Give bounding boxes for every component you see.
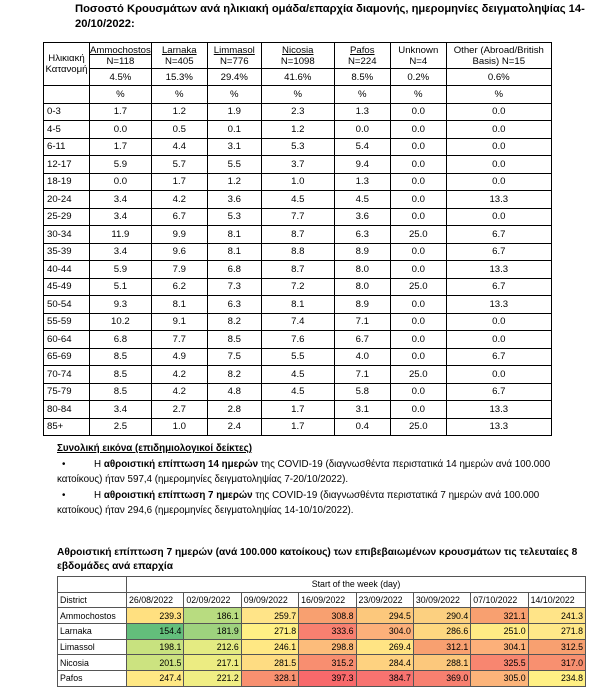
incidence-cell: 221.2: [184, 671, 241, 687]
percentage-cell: 4.5: [261, 191, 334, 209]
age-group-label: 25-29: [44, 208, 90, 226]
percentage-cell: 8.0: [334, 261, 390, 279]
percentage-cell: 8.2: [207, 366, 261, 384]
row-header-cell: [44, 43, 90, 86]
blank-cell: [58, 577, 127, 593]
incidence-cell: 212.6: [184, 639, 241, 655]
district-name: Limassol: [58, 639, 127, 655]
percentage-cell: 1.2: [261, 121, 334, 139]
age-group-label: 12-17: [44, 156, 90, 174]
percentage-cell: 1.7: [90, 103, 152, 121]
percentage-cell: 0.0: [446, 331, 551, 349]
percentage-cell: 25.0: [390, 366, 446, 384]
percentage-cell: 5.5: [261, 348, 334, 366]
incidence-cell: 198.1: [127, 639, 184, 655]
column-count: N=776: [220, 55, 249, 67]
percentage-cell: 0.0: [390, 243, 446, 261]
percentage-cell: 1.7: [261, 418, 334, 436]
table-row: [44, 348, 552, 366]
percentage-cell: 1.0: [151, 418, 207, 436]
age-group-label: 4-5: [44, 121, 90, 139]
table-row: [44, 208, 552, 226]
column-unit: %: [334, 86, 390, 104]
column-share: 4.5%: [90, 69, 152, 86]
district-name: Larnaka: [58, 624, 127, 640]
percentage-cell: 5.3: [207, 208, 261, 226]
share-row: [44, 69, 552, 86]
percentage-cell: 6.7: [334, 331, 390, 349]
percentage-cell: 25.0: [390, 278, 446, 296]
date-header: 07/10/2022: [471, 592, 528, 608]
table-row: [58, 655, 586, 671]
percentage-cell: 4.9: [151, 348, 207, 366]
bullet-pre: Η: [94, 458, 104, 470]
date-header: 16/09/2022: [299, 592, 356, 608]
column-name: Other (Abroad/British: [453, 44, 544, 56]
percentage-cell: 2.8: [207, 401, 261, 419]
incidence-cell: 369.0: [413, 671, 470, 687]
incidence-cell: 321.1: [471, 608, 528, 624]
date-header: 26/08/2022: [127, 592, 184, 608]
percentage-cell: 7.3: [207, 278, 261, 296]
percentage-cell: 4.8: [207, 383, 261, 401]
incidence-cell: 304.1: [471, 639, 528, 655]
age-group-label: 75-79: [44, 383, 90, 401]
incidence-cell: 286.6: [413, 624, 470, 640]
incidence-cell: 315.2: [299, 655, 356, 671]
percentage-cell: 6.7: [151, 208, 207, 226]
column-count: N=1098: [280, 55, 315, 67]
percentage-cell: 8.0: [334, 278, 390, 296]
percentage-cell: 4.2: [151, 366, 207, 384]
bullet-post: της COVID-19 (διαγνωσθέντα περιστατικά 7 ημερών ανά 100.000 κατοίκους) ήταν 294,6 (ημερομηνίες δειγματοληψίας 14-10/10/2022).: [57, 489, 540, 516]
percentage-cell: 0.0: [390, 191, 446, 209]
bullet-icon: •: [62, 458, 66, 470]
percentage-cell: 5.7: [151, 156, 207, 174]
table-row: [44, 103, 552, 121]
percentage-cell: 13.3: [446, 296, 551, 314]
percentage-cell: 2.5: [90, 418, 152, 436]
percentage-cell: 9.4: [334, 156, 390, 174]
column-share: 8.5%: [334, 69, 390, 86]
district-name: Pafos: [58, 671, 127, 687]
district-name: Ammochostos: [58, 608, 127, 624]
column-header: [390, 43, 446, 69]
table-row: [58, 608, 586, 624]
summary-bullet: [57, 488, 582, 519]
percentage-cell: 0.0: [446, 121, 551, 139]
percentage-cell: 6.3: [207, 296, 261, 314]
column-count: N=224: [348, 55, 377, 67]
percentage-cell: 6.2: [151, 278, 207, 296]
age-group-label: 0-3: [44, 103, 90, 121]
percentage-cell: 0.0: [390, 173, 446, 191]
percentage-cell: 0.0: [390, 121, 446, 139]
percentage-cell: 6.7: [446, 278, 551, 296]
column-share: 0.2%: [390, 69, 446, 86]
percentage-cell: 0.0: [390, 261, 446, 279]
percentage-cell: 3.1: [207, 138, 261, 156]
percentage-cell: 0.0: [390, 296, 446, 314]
percentage-cell: 4.5: [261, 366, 334, 384]
page-title: Ποσοστό Κρουσμάτων ανά ηλικιακή ομάδα/επαρχία διαμονής, ημερομηνίες δειγματοληψίας 14-20/10/2022:: [75, 3, 585, 30]
age-group-label: 85+: [44, 418, 90, 436]
percentage-cell: 0.0: [390, 383, 446, 401]
bullet-bold: αθροιστική επίπτωση 7 ημερών: [103, 489, 253, 501]
percentage-cell: 25.0: [390, 418, 446, 436]
percentage-cell: 0.0: [390, 103, 446, 121]
age-group-label: 45-49: [44, 278, 90, 296]
header-row: [44, 43, 552, 69]
summary-section: [57, 441, 582, 519]
percentage-cell: 3.4: [90, 208, 152, 226]
percentage-cell: 8.1: [151, 296, 207, 314]
incidence-cell: 298.8: [299, 639, 356, 655]
incidence-cell: 333.6: [299, 624, 356, 640]
percentage-cell: 8.9: [334, 243, 390, 261]
summary-bullet: [57, 457, 582, 488]
percentage-cell: 8.1: [261, 296, 334, 314]
percentage-cell: 3.4: [90, 401, 152, 419]
column-header: [334, 43, 390, 69]
incidence-cell: 288.1: [413, 655, 470, 671]
age-group-label: 20-24: [44, 191, 90, 209]
incidence-cell: 294.5: [356, 608, 413, 624]
column-name: Ammochostos: [90, 44, 151, 56]
table-row: [44, 313, 552, 331]
row-header-line: Κατανομή: [45, 64, 88, 75]
percentage-cell: 8.1: [207, 226, 261, 244]
percentage-cell: 2.7: [151, 401, 207, 419]
percentage-cell: 1.7: [151, 173, 207, 191]
incidence-cell: 281.5: [241, 655, 298, 671]
percentage-cell: 6.8: [207, 261, 261, 279]
column-count: N=405: [165, 55, 194, 67]
percentage-cell: 7.1: [334, 366, 390, 384]
incidence-cell: 239.3: [127, 608, 184, 624]
date-header: 30/09/2022: [413, 592, 470, 608]
start-row: [58, 577, 586, 593]
table-row: [44, 296, 552, 314]
date-header: 09/09/2022: [241, 592, 298, 608]
percentage-cell: 9.9: [151, 226, 207, 244]
percentage-cell: 6.7: [446, 243, 551, 261]
percentage-cell: 8.8: [261, 243, 334, 261]
incidence-cell: 317.0: [528, 655, 585, 671]
incidence-cell: 241.3: [528, 608, 585, 624]
percentage-cell: 10.2: [90, 313, 152, 331]
percentage-cell: 0.0: [390, 138, 446, 156]
table-row: [44, 243, 552, 261]
incidence-cell: 234.8: [528, 671, 585, 687]
percentage-cell: 1.0: [261, 173, 334, 191]
column-name: Larnaka: [161, 44, 197, 56]
percentage-cell: 7.7: [151, 331, 207, 349]
incidence-cell: 290.4: [413, 608, 470, 624]
table-row: [58, 671, 586, 687]
percentage-cell: 0.0: [390, 401, 446, 419]
percentage-cell: 0.0: [90, 173, 152, 191]
percentage-cell: 0.5: [151, 121, 207, 139]
incidence-cell: 217.1: [184, 655, 241, 671]
percentage-cell: 1.2: [207, 173, 261, 191]
percentage-cell: 0.0: [446, 138, 551, 156]
age-group-label: 18-19: [44, 173, 90, 191]
column-unit: %: [151, 86, 207, 104]
age-group-label: 60-64: [44, 331, 90, 349]
percentage-cell: 9.1: [151, 313, 207, 331]
percentage-cell: 0.0: [446, 208, 551, 226]
percentage-cell: 7.4: [261, 313, 334, 331]
column-name: Limmasol: [213, 44, 255, 56]
percentage-cell: 6.8: [90, 331, 152, 349]
percentage-cell: 25.0: [390, 226, 446, 244]
percentage-cell: 4.5: [334, 191, 390, 209]
table-row: [44, 278, 552, 296]
percentage-cell: 5.9: [90, 261, 152, 279]
percentage-cell: 2.4: [207, 418, 261, 436]
summary-heading: Συνολική εικόνα (επιδημιολογικοί δείκτες): [57, 443, 253, 454]
percentage-cell: 7.9: [151, 261, 207, 279]
bullet-post: της COVID-19 (διαγνωσθέντα περιστατικά 14 ημερών ανά 100.000 κατοίκους) ήταν 597,4 (ημερομηνίες δειγματοληψίας 7-20/10/2022).: [57, 458, 551, 485]
percentage-cell: 8.7: [261, 226, 334, 244]
percentage-cell: 0.1: [207, 121, 261, 139]
percentage-cell: 3.4: [90, 243, 152, 261]
column-share: 0.6%: [446, 69, 551, 86]
table-row: [58, 639, 586, 655]
incidence-cell: 397.3: [299, 671, 356, 687]
percentage-cell: 8.9: [334, 296, 390, 314]
table-row: [44, 401, 552, 419]
percentage-cell: 3.1: [334, 401, 390, 419]
incidence-table: [57, 576, 586, 687]
percentage-cell: 0.0: [390, 348, 446, 366]
percentage-cell: 0.0: [446, 103, 551, 121]
percentage-cell: 0.0: [390, 313, 446, 331]
percentage-cell: 8.5: [207, 331, 261, 349]
column-name: Unknown: [398, 44, 439, 56]
percentage-cell: 8.2: [207, 313, 261, 331]
percentage-cell: 13.3: [446, 401, 551, 419]
incidence-cell: 304.0: [356, 624, 413, 640]
incidence-cell: 284.4: [356, 655, 413, 671]
bullet-text: [57, 488, 582, 519]
percentage-cell: 5.4: [334, 138, 390, 156]
table-row: [44, 173, 552, 191]
percentage-cell: 6.7: [446, 226, 551, 244]
incidence-cell: 154.4: [127, 624, 184, 640]
column-name: Nicosia: [282, 44, 314, 56]
column-unit: %: [446, 86, 551, 104]
percentage-cell: 1.7: [90, 138, 152, 156]
incidence-cell: 246.1: [241, 639, 298, 655]
age-group-label: 55-59: [44, 313, 90, 331]
percentage-cell: 8.5: [90, 383, 152, 401]
column-unit: %: [207, 86, 261, 104]
percentage-cell: 7.7: [261, 208, 334, 226]
percentage-cell: 0.0: [446, 156, 551, 174]
percentage-cell: 5.9: [90, 156, 152, 174]
percentage-cell: 7.5: [207, 348, 261, 366]
incidence-cell: 305.0: [471, 671, 528, 687]
age-group-label: 50-54: [44, 296, 90, 314]
percentage-cell: 13.3: [446, 418, 551, 436]
district-label: District: [58, 592, 127, 608]
incidence-cell: 328.1: [241, 671, 298, 687]
incidence-cell: 312.5: [528, 639, 585, 655]
column-header: [446, 43, 551, 69]
percentage-cell: 8.5: [90, 366, 152, 384]
percentage-cell: 0.4: [334, 418, 390, 436]
percentage-cell: 0.0: [390, 208, 446, 226]
incidence-cell: 201.5: [127, 655, 184, 671]
percentage-cell: 1.9: [207, 103, 261, 121]
table-row: [44, 121, 552, 139]
column-unit: %: [390, 86, 446, 104]
incidence-cell: 251.0: [471, 624, 528, 640]
incidence-cell: 186.1: [184, 608, 241, 624]
percentage-cell: 13.3: [446, 261, 551, 279]
percentage-cell: 2.3: [261, 103, 334, 121]
percentage-cell: 7.6: [261, 331, 334, 349]
incidence-cell: 325.5: [471, 655, 528, 671]
column-count: N=4: [409, 55, 428, 67]
percentage-cell: 0.0: [334, 121, 390, 139]
incidence-cell: 271.8: [241, 624, 298, 640]
incidence-cell: 181.9: [184, 624, 241, 640]
percentage-cell: 4.4: [151, 138, 207, 156]
bullet-icon: •: [62, 489, 66, 501]
percentage-cell: 1.3: [334, 173, 390, 191]
percentage-cell: 8.7: [261, 261, 334, 279]
percentage-cell: 3.6: [207, 191, 261, 209]
incidence-cell: 269.4: [356, 639, 413, 655]
row-header-line: Ηλικιακή: [48, 53, 85, 64]
percentage-cell: 1.7: [261, 401, 334, 419]
column-share: 29.4%: [207, 69, 261, 86]
age-distribution-table: [43, 42, 552, 436]
percentage-cell: 9.3: [90, 296, 152, 314]
date-header: 23/09/2022: [356, 592, 413, 608]
column-header: [151, 43, 207, 69]
percentage-cell: 5.1: [90, 278, 152, 296]
incidence-cell: 384.7: [356, 671, 413, 687]
column-share: 15.3%: [151, 69, 207, 86]
percentage-cell: 6.7: [446, 348, 551, 366]
percentage-cell: 8.5: [90, 348, 152, 366]
percentage-cell: 0.0: [446, 313, 551, 331]
percentage-cell: 13.3: [446, 191, 551, 209]
age-group-label: 80-84: [44, 401, 90, 419]
percentage-cell: 0.0: [446, 366, 551, 384]
table-row: [44, 156, 552, 174]
table-row: [44, 366, 552, 384]
percentage-cell: 0.0: [390, 331, 446, 349]
percentage-cell: 6.3: [334, 226, 390, 244]
table-row: [44, 138, 552, 156]
percentage-cell: 7.1: [334, 313, 390, 331]
table-row: [44, 383, 552, 401]
column-count: Basis) N=15: [472, 55, 526, 67]
percentage-cell: 3.7: [261, 156, 334, 174]
percentage-cell: 4.0: [334, 348, 390, 366]
percentage-cell: 1.3: [334, 103, 390, 121]
district-name: Nicosia: [58, 655, 127, 671]
percentage-cell: 5.3: [261, 138, 334, 156]
blank-cell: [44, 86, 90, 104]
column-count: N=118: [106, 55, 135, 67]
bullet-bold: αθροιστική επίπτωση 14 ημερών: [103, 458, 259, 470]
incidence-cell: 259.7: [241, 608, 298, 624]
incidence-cell: 312.1: [413, 639, 470, 655]
bullet-text: [57, 457, 582, 488]
percentage-cell: 4.2: [151, 383, 207, 401]
incidence-cell: 308.8: [299, 608, 356, 624]
incidence-cell: 247.4: [127, 671, 184, 687]
age-group-label: 65-69: [44, 348, 90, 366]
table-row: [44, 191, 552, 209]
incidence-title: Αθροιστική επίπτωση 7 ημερών (ανά 100.000 κατοίκους) των επιβεβαιωμένων κρουσμάτων τις τελευταίες 8 εβδομάδες ανά επαρχία: [57, 547, 578, 572]
age-group-label: 35-39: [44, 243, 90, 261]
percentage-cell: 0.0: [90, 121, 152, 139]
percentage-cell: 3.6: [334, 208, 390, 226]
percentage-cell: 11.9: [90, 226, 152, 244]
column-header: [261, 43, 334, 69]
percentage-cell: 1.2: [151, 103, 207, 121]
percentage-cell: 9.6: [151, 243, 207, 261]
start-label: Start of the week (day): [127, 577, 586, 593]
age-group-label: 30-34: [44, 226, 90, 244]
percentage-cell: 5.5: [207, 156, 261, 174]
percentage-cell: 0.0: [390, 156, 446, 174]
percentage-cell: 0.0: [446, 173, 551, 191]
date-header: 14/10/2022: [528, 592, 585, 608]
table-row: [44, 418, 552, 436]
table-row: [44, 226, 552, 244]
column-header: [207, 43, 261, 69]
table-row: [44, 331, 552, 349]
date-row: [58, 592, 586, 608]
percentage-cell: 4.5: [261, 383, 334, 401]
percentage-cell: 4.2: [151, 191, 207, 209]
unit-row: [44, 86, 552, 104]
percentage-cell: 7.2: [261, 278, 334, 296]
table-row: [58, 624, 586, 640]
column-share: 41.6%: [261, 69, 334, 86]
percentage-cell: 3.4: [90, 191, 152, 209]
age-group-label: 40-44: [44, 261, 90, 279]
bullet-pre: Η: [94, 489, 104, 501]
percentage-cell: 8.1: [207, 243, 261, 261]
column-name: Pafos: [350, 44, 375, 56]
column-unit: %: [90, 86, 152, 104]
column-unit: %: [261, 86, 334, 104]
percentage-cell: 6.7: [446, 383, 551, 401]
percentage-cell: 5.8: [334, 383, 390, 401]
age-group-label: 70-74: [44, 366, 90, 384]
incidence-cell: 271.8: [528, 624, 585, 640]
table-row: [44, 261, 552, 279]
date-header: 02/09/2022: [184, 592, 241, 608]
age-group-label: 6-11: [44, 138, 90, 156]
column-header: [90, 43, 152, 69]
